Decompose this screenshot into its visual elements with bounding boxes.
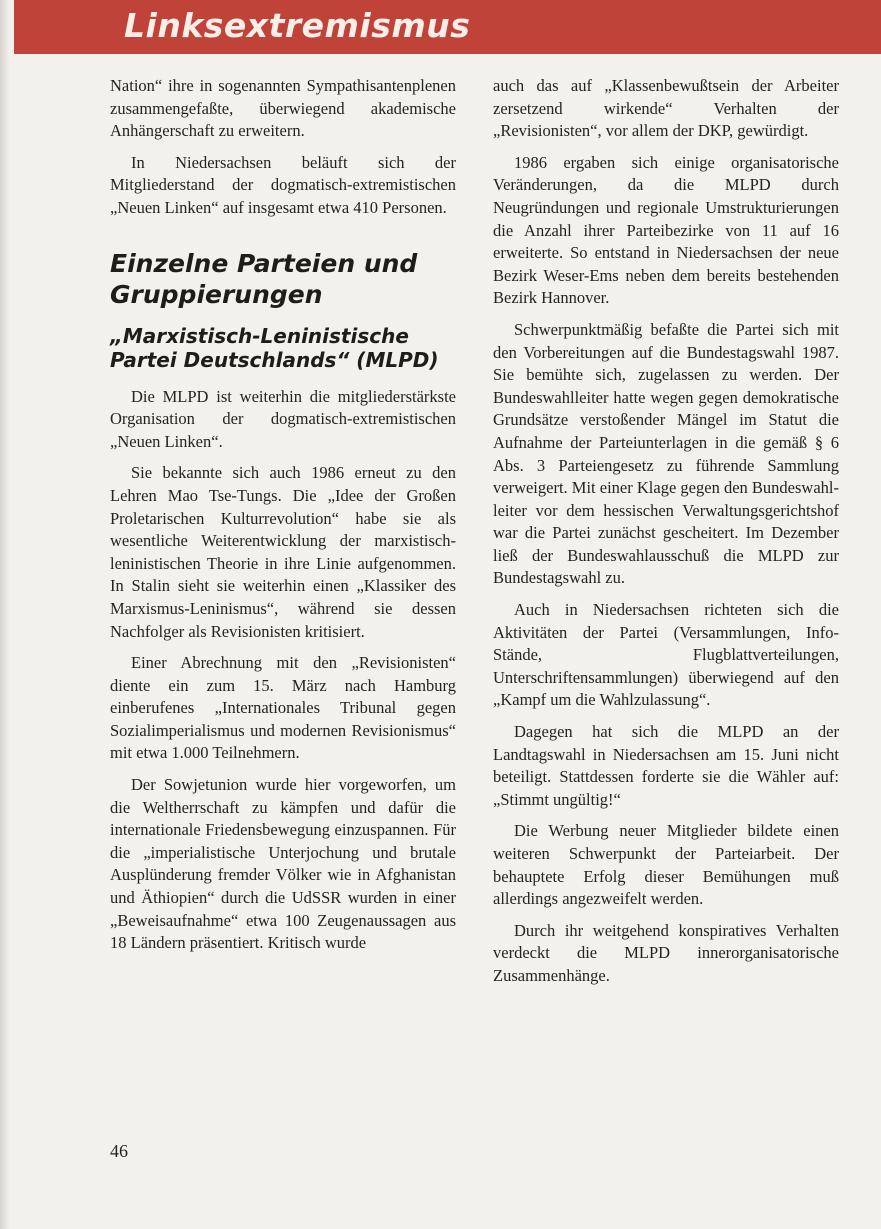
paragraph: Die Werbung neuer Mitglieder bildete einen weiteren Schwerpunkt der Parteiarbeit. Der behauptete Erfolg dieser Bemühungen muß allerdings angezweifelt werden.: [493, 821, 839, 909]
page-binding-edge: [0, 0, 10, 1229]
paragraph: Durch ihr weitgehend konspiratives Verhalten verdeckt die MLPD innerorganisatorische Zusammenhänge.: [493, 920, 839, 985]
paragraph: Schwerpunktmäßig befaßte die Partei sich mit den Vorbereitungen auf die Bundestagswahl 1987. Sie bemühte sich, zugelassen zu werden. Der Bundeswahlleiter hatte wegen gegen demokratische Grundsätze verstoßender Mängel im Statut die Aufnahme der Parteiunterlagen in die gemäß § 6 Abs. 3 Parteiengesetz zu führende Sammlung verweigert. Mit einer Klage gegen den Bundeswahlleiter vor dem hessischen Verwaltungsgerichtshof war die Partei zunächst gescheitert. Im Dezember ließ der Bundeswahlausschuß die MLPD zur Bundestagswahl zu.: [493, 319, 839, 588]
page-number: 46: [110, 1141, 128, 1161]
right-column: [493, 75, 839, 997]
paragraph: Die MLPD ist weiterhin die mitgliederstärkste Organisation der dogmatisch-extremistischen „Neuen Linken“.: [110, 386, 456, 451]
paragraph: Auch in Niedersachsen richteten sich die Aktivitäten der Partei (Versammlungen, Info-Stände, Flugblattverteilungen, Unterschriftensammlungen) überwiegend auf den „Kampf um die Wahlzulassung“.: [493, 600, 839, 710]
paragraph: auch das auf „Klassenbewußtsein der Arbeiter zersetzend wirkende“ Verhalten der „Revisionisten“, vor allem der DKP, gewürdigt.: [493, 76, 839, 141]
paragraph: Dagegen hat sich die MLPD an der Landtagswahl in Niedersachsen am 15. Juni nicht beteiligt. Stattdessen forderte sie die Wähler auf: „Stimmt ungültig!“: [493, 722, 839, 809]
left-column: [110, 75, 456, 964]
section-heading: Einzelne Parteien und Gruppierungen: [110, 248, 418, 309]
section-header-bar: [14, 0, 881, 54]
subsection-heading: „Marxistisch-Leninistische Partei Deutschlands“ (MLPD): [110, 323, 439, 372]
paragraph: 1986 ergaben sich einige organisatorische Veränderungen, da die MLPD durch Neugründungen und regionale Umstrukturierungen die Anzahl ihrer Parteibezirke von 11 auf 16 erweiterte. So entstand in Niedersachsen der neue Bezirk Weser-Ems neben dem bereits bestehenden Bezirk Hannover.: [493, 152, 839, 308]
section-title: Linksextremismus: [124, 6, 471, 45]
paragraph: Nation“ ihre in sogenannten Sympathisantenplenen zusammengefaßte, überwiegend akademische Anhängerschaft zu erweitern.: [110, 76, 456, 141]
paragraph: In Niedersachsen beläuft sich der Mitgliederstand der dogmatisch-extremistischen „Neuen Linken“ auf insgesamt etwa 410 Personen.: [110, 152, 456, 217]
paragraph: Einer Abrechnung mit den „Revisionisten“ diente ein zum 15. März nach Hamburg einberufenes „Internationales Tribunal gegen Sozialimperialismus und modernen Revisionismus“ mit etwa 1.000 Teilnehmern.: [110, 653, 456, 763]
paragraph: Der Sowjetunion wurde hier vorgeworfen, um die Weltherrschaft zu kämpfen und dafür die internationale Friedensbewegung einzuspannen. Für die „imperialistische Unterjochung und brutale Ausplünderung fremder Völker wie in Afghanistan und Äthiopien“ durch die UdSSR wurden in einer „Beweisaufnahme“ etwa 100 Zeugenaussagen aus 18 Ländern präsentiert. Kritisch wurde: [110, 775, 456, 953]
paragraph: Sie bekannte sich auch 1986 erneut zu den Lehren Mao Tse-Tungs. Die „Idee der Großen Proletarischen Kulturrevolution“ habe sie als wesentliche Weiterentwicklung der marxistisch-leninistischen Theorie in ihre Linie aufgenommen. In Stalin sieht sie weiterhin einen „Klassiker des Marxismus-Leninismus“, während sie dessen Nachfolger als Revisionisten kritisiert.: [110, 463, 456, 641]
